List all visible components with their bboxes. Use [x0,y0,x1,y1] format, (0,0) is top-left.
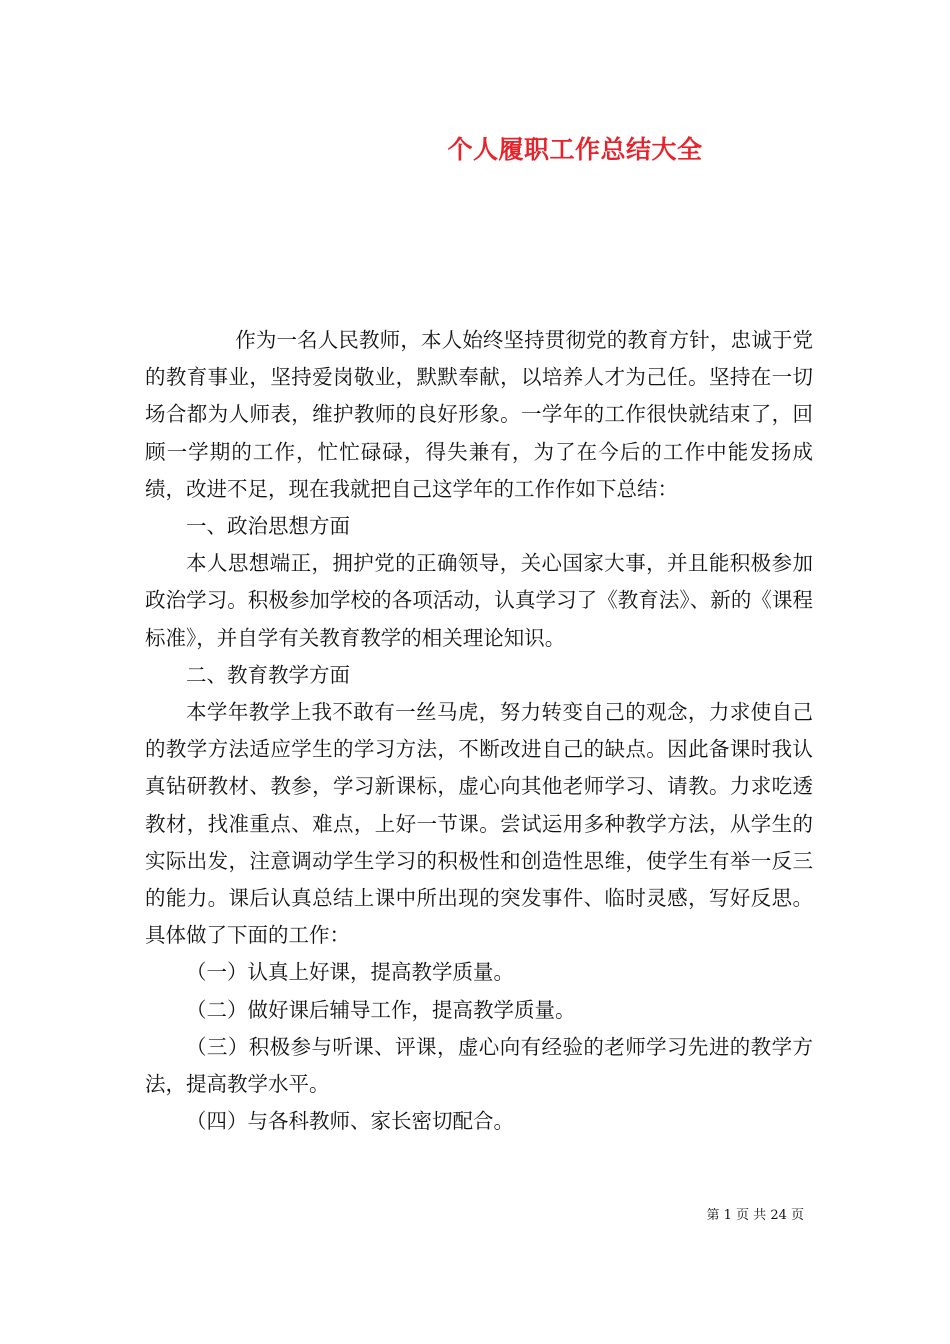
list-item-3: （三）积极参与听课、评课，虚心向有经验的老师学习先进的教学方法，提高教学水平。 [145,1034,813,1097]
list-item-1: （一）认真上好课，提高教学质量。 [186,960,514,985]
paragraph-teaching: 本学年教学上我不敢有一丝马虎，努力转变自己的观念，力求使自己的教学方法适应学生的学习方法，不断改进自己的缺点。因此备课时我认真钻研教材、教参，学习新课标，虚心向其他老师学习、请教。力求吃透教材，找准重点、难点，上好一节课。尝试运用多种教学方法，从学生的实际出发，注意调动学生学习的积极性和创造性思维，使学生有举一反三的能力。课后认真总结上课中所出现的突发事件、临时灵感，写好反思。具体做了下面的工作： [145,700,813,948]
document-title: 个人履职工作总结大全 [447,135,703,164]
document-body [145,322,813,1140]
section-heading-political: 一、政治思想方面 [186,514,350,539]
page-number-footer: 第 1 页 共 24 页 [706,1208,804,1223]
list-item-2: （二）做好课后辅导工作，提高教学质量。 [186,997,576,1022]
paragraph-political: 本人思想端正，拥护党的正确领导，关心国家大事，并且能积极参加政治学习。积极参加学校的各项活动，认真学习了《教育法》、新的《课程标准》，并自学有关教育教学的相关理论知识。 [145,551,813,650]
paragraph-intro: 作为一名人民教师，本人始终坚持贯彻党的教育方针，忠诚于党的教育事业，坚持爱岗敬业，默默奉献，以培养人才为己任。坚持在一切场合都为人师表，维护教师的良好形象。一学年的工作很快就结束了，回顾一学期的工作，忙忙碌碌，得失兼有，为了在今后的工作中能发扬成绩，改进不足，现在我就把自己这学年的工作作如下总结： [145,328,813,501]
section-heading-teaching: 二、教育教学方面 [186,662,350,687]
list-item-4: （四）与各科教师、家长密切配合。 [186,1109,514,1134]
